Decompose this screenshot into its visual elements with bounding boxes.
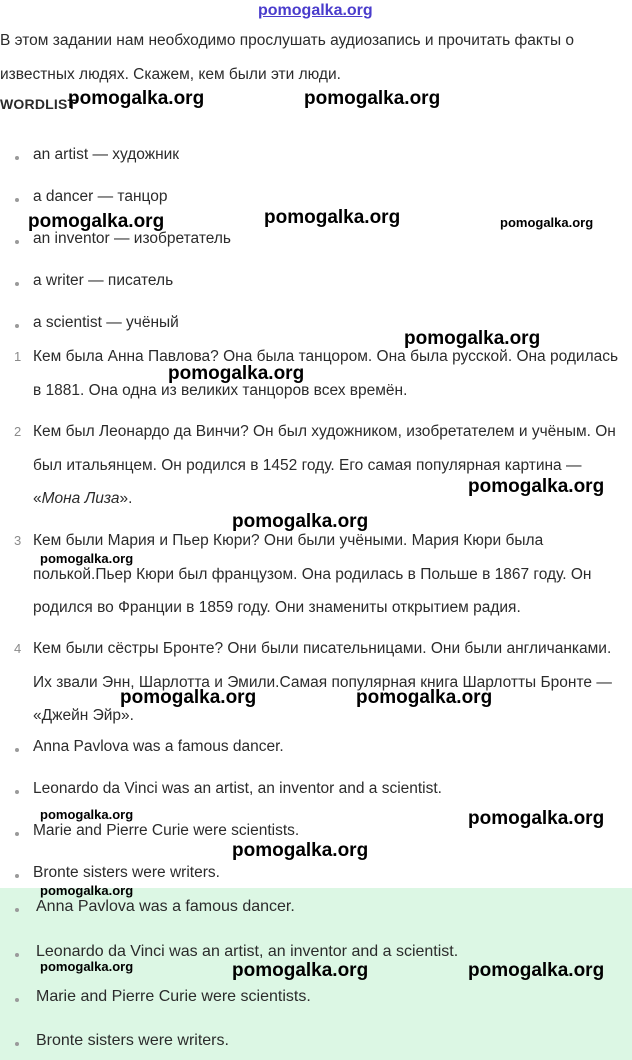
bullet-icon bbox=[15, 874, 19, 878]
watermark: pomogalka.org bbox=[120, 687, 257, 708]
bullet-icon bbox=[15, 198, 19, 202]
watermark: pomogalka.org bbox=[468, 960, 605, 981]
watermark: pomogalka.org bbox=[232, 511, 369, 532]
watermark: pomogalka.org bbox=[404, 328, 541, 349]
reading-text: Кем были сёстры Бронте? Они были писательницами. Они были англичанками. Их звали Энн, Шарлотта и Эмили.Самая популярная книга Шарлотты Бронте — «Джейн Эйр». bbox=[33, 640, 612, 724]
bullet-icon bbox=[15, 790, 19, 794]
bullet-icon bbox=[15, 156, 19, 160]
watermark: pomogalka.org bbox=[40, 551, 134, 566]
bullet-icon bbox=[15, 324, 19, 328]
item-number: 3 bbox=[14, 533, 22, 548]
bullet-icon bbox=[15, 1042, 19, 1046]
bullet-icon bbox=[15, 908, 19, 912]
watermark: pomogalka.org bbox=[304, 88, 441, 109]
watermark: pomogalka.org bbox=[40, 883, 134, 898]
watermark: pomogalka.org bbox=[468, 476, 605, 497]
reading-text: Кем были Мария и Пьер Кюри? Они были учёными. Мария Кюри была полькой.Пьер Кюри был французом. Она родилась в Польше в 1867 году. Он родился во Франции в 1859 году. Они знамениты открытием радия. bbox=[33, 532, 592, 616]
intro-text: В этом задании нам необходимо прослушать аудиозапись и прочитать факты о известных людях. Скажем, кем были эти люди. bbox=[0, 32, 575, 83]
bullet-icon bbox=[15, 748, 19, 752]
watermark: pomogalka.org bbox=[40, 959, 134, 974]
bullet-icon bbox=[15, 953, 19, 957]
bullet-icon bbox=[15, 998, 19, 1002]
item-number: 1 bbox=[14, 349, 22, 364]
watermark: pomogalka.org bbox=[264, 207, 401, 228]
reading-text: Кем был Леонардо да Винчи? Он был художником, изобретателем и учёным. Он был итальянцем. Он родился в 1452 году. Его самая популярная картина — «Мона Лиза». bbox=[33, 423, 616, 507]
watermark: pomogalka.org bbox=[356, 687, 493, 708]
item-number: 4 bbox=[14, 641, 22, 656]
bullet-icon bbox=[15, 832, 19, 836]
watermark: pomogalka.org bbox=[468, 808, 605, 829]
watermark: pomogalka.org bbox=[232, 840, 369, 861]
watermark: pomogalka.org bbox=[168, 363, 305, 384]
bullet-icon bbox=[15, 240, 19, 244]
reading-text: Кем была Анна Павлова? Она была танцором. Она была русской. Она родилась в 1881. Она одна из великих танцоров всех времён. bbox=[33, 348, 619, 399]
watermark: pomogalka.org bbox=[40, 807, 134, 822]
watermark: pomogalka.org bbox=[500, 215, 594, 230]
wordlist-heading: WORDLIST bbox=[0, 96, 77, 112]
watermark-top-link[interactable]: pomogalka.org bbox=[258, 2, 373, 19]
bullet-icon bbox=[15, 282, 19, 286]
watermark: pomogalka.org bbox=[68, 88, 205, 109]
watermark: pomogalka.org bbox=[232, 960, 369, 981]
item-number: 2 bbox=[14, 424, 22, 439]
answer-box: Anna Pavlova was a famous dancer. Leonardo da Vinci was an artist, an inventor and a scientist. Marie and Pierre Curie were scientists. Bronte sisters were writers. bbox=[0, 888, 632, 1060]
watermark: pomogalka.org bbox=[28, 211, 165, 232]
